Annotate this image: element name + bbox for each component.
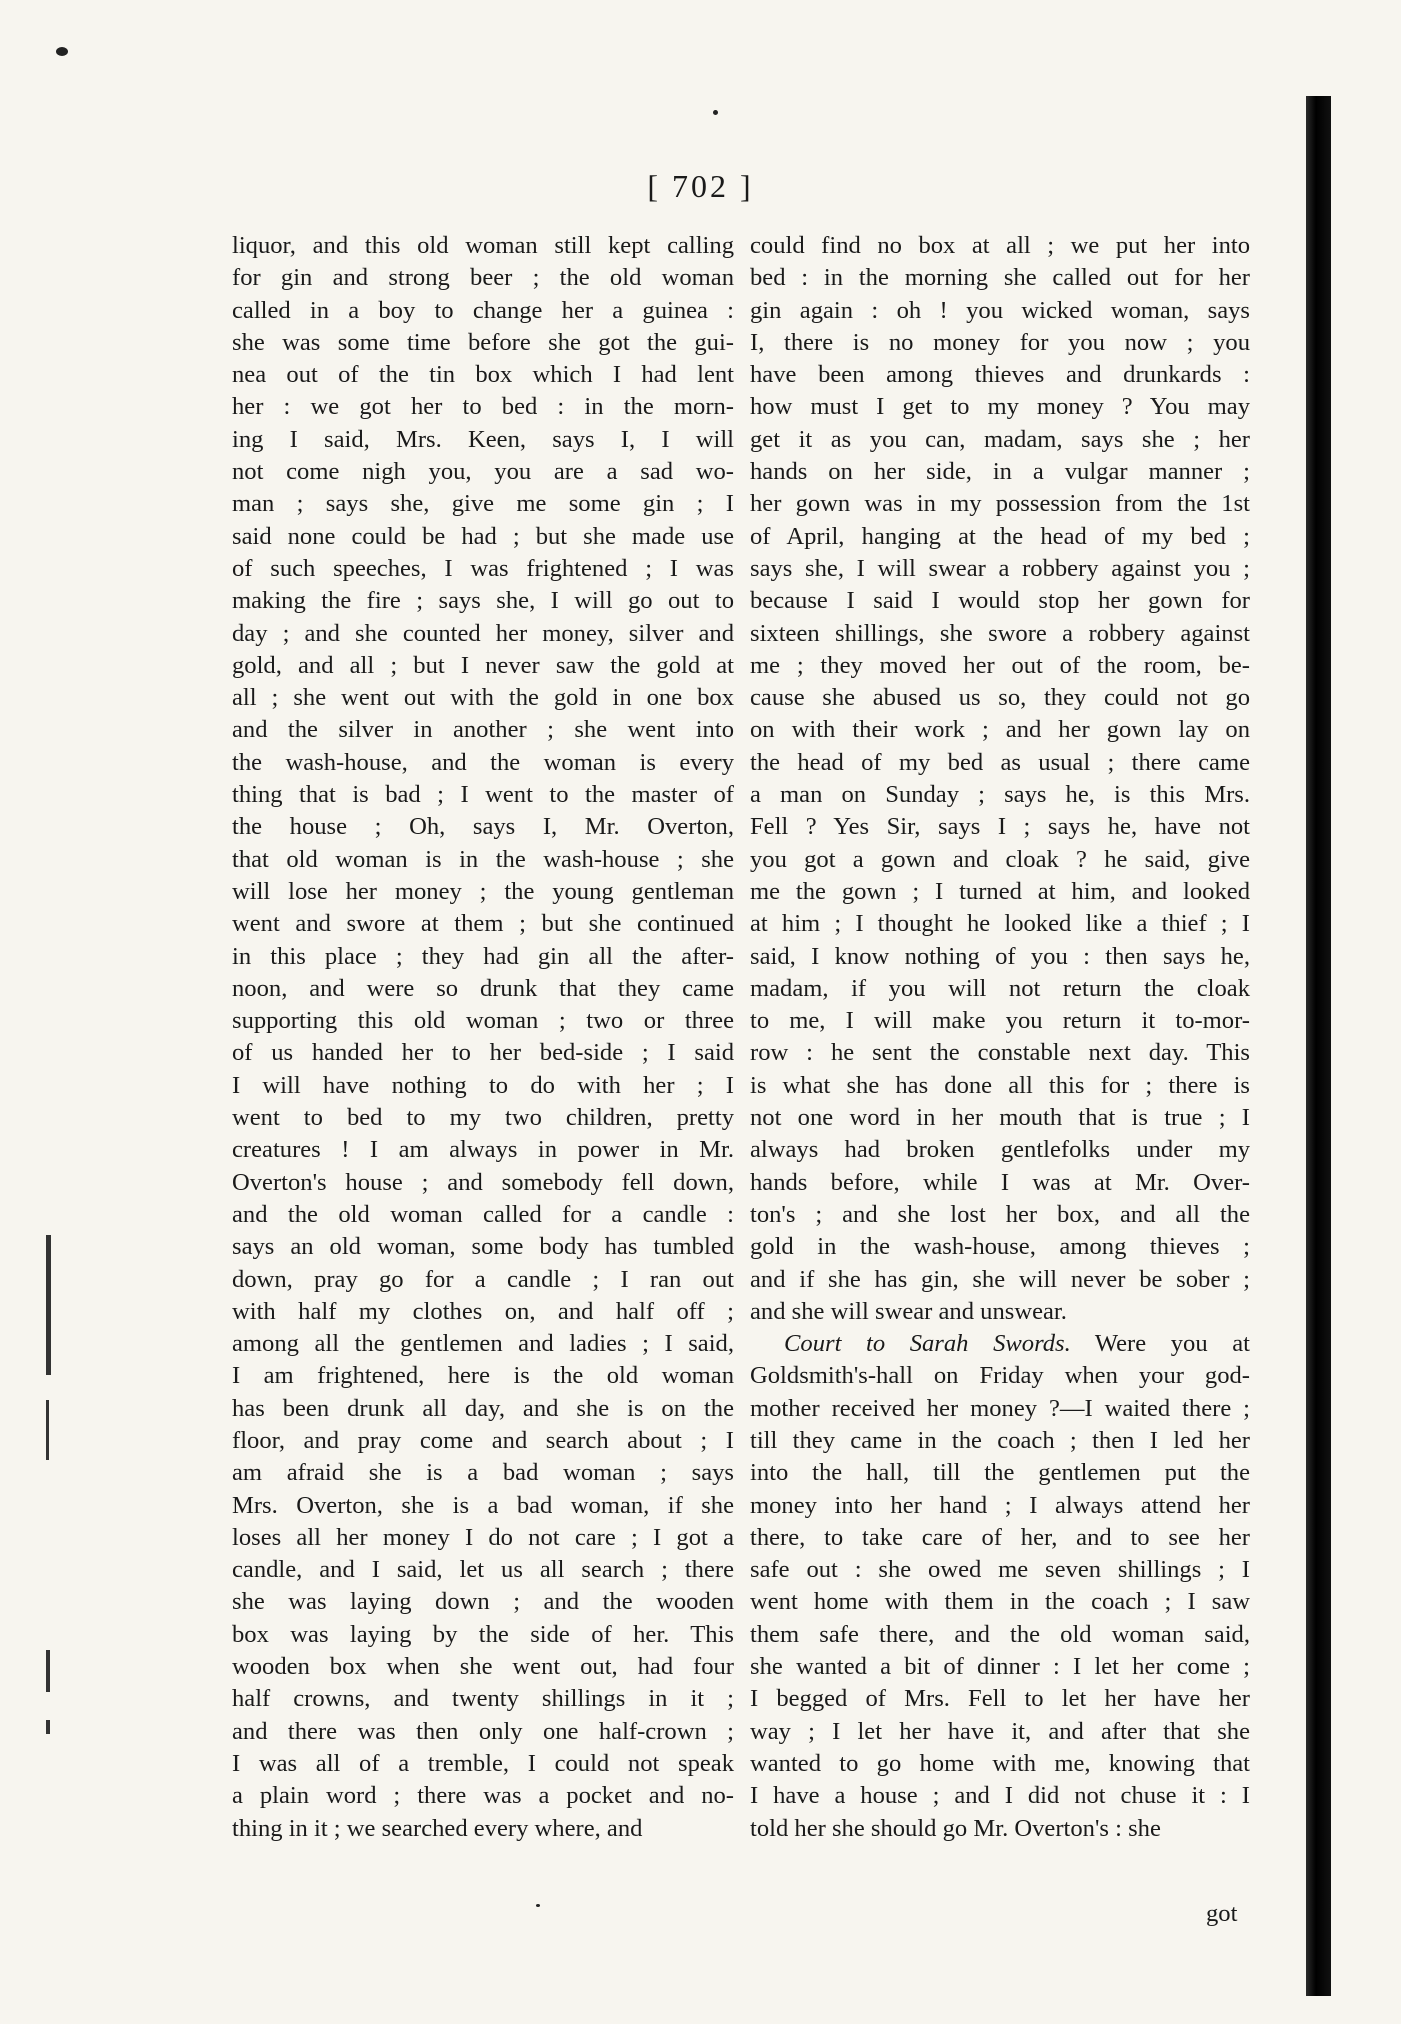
text-line: could find no box at all ; we put her into <box>750 232 1250 259</box>
text-line: noon, and were so drunk that they came <box>232 974 734 1002</box>
text-line: me the gown ; I turned at him, and looked <box>750 877 1250 905</box>
text-line: bed : in the morning she called out for her <box>750 264 1250 292</box>
text-line: among all the gentlemen and ladies ; I said, <box>232 1330 734 1358</box>
text-line: she wanted a bit of dinner : I let her come ; <box>750 1653 1250 1681</box>
text-line: nea out of the tin box which I had lent <box>232 361 734 389</box>
text-line: called in a boy to change her a guinea : <box>232 296 734 324</box>
gutter-mark <box>46 1235 51 1375</box>
text-line: she was some time before she got the gui- <box>232 328 734 356</box>
text-line: the house ; Oh, says I, Mr. Overton, <box>232 813 734 841</box>
page-binding-shadow <box>1306 96 1331 1996</box>
text-line: loses all her money I do not care ; I got a <box>232 1523 734 1551</box>
text-line: a man on Sunday ; says he, is this Mrs. <box>750 781 1250 809</box>
ink-speck <box>713 110 718 115</box>
text-line: is what she has done all this for ; there is <box>750 1071 1250 1099</box>
text-line: man ; says she, give me some gin ; I <box>232 490 734 518</box>
text-line: day ; and she counted her money, silver and <box>232 619 734 647</box>
text-line: thing that is bad ; I went to the master of <box>232 781 734 809</box>
text-line: thing in it ; we searched every where, and <box>232 1814 643 1842</box>
ink-speck <box>536 1904 540 1907</box>
text-line: says an old woman, some body has tumbled <box>232 1233 734 1261</box>
text-line: the wash-house, and the woman is every <box>232 748 734 776</box>
text-line: a plain word ; there was a pocket and no- <box>232 1782 734 1810</box>
text-line: creatures ! I am always in power in Mr. <box>232 1136 734 1164</box>
text-line: told her she should go Mr. Overton's : she <box>750 1814 1161 1842</box>
text-line: wooden box when she went out, had four <box>232 1653 734 1681</box>
text-line: me ; they moved her out of the room, be- <box>750 651 1250 679</box>
text-line: how must I get to my money ? You may <box>750 393 1250 421</box>
text-line: am afraid she is a bad woman ; says <box>232 1459 734 1487</box>
text-line: ing I said, Mrs. Keen, says I, I will <box>232 425 734 453</box>
text-line: liquor, and this old woman still kept calling <box>232 232 734 259</box>
text-line: candle, and I said, let us all search ; there <box>232 1556 734 1584</box>
text-line: hands before, while I was at Mr. Over- <box>750 1168 1250 1196</box>
text-line: her : we got her to bed : in the morn- <box>232 393 734 421</box>
text-line: supporting this old woman ; two or three <box>232 1007 734 1035</box>
text-line: madam, if you will not return the cloak <box>750 974 1250 1002</box>
text-line: them safe there, and the old woman said, <box>750 1620 1250 1648</box>
gutter-mark <box>46 1720 50 1734</box>
text-line: not one word in her mouth that is true ; I <box>750 1104 1250 1132</box>
text-line: mother received her money ?—I waited there ; <box>750 1394 1250 1422</box>
catchword: got <box>1206 1900 1238 1927</box>
page-number: [ 702 ] <box>647 168 754 204</box>
text-line: down, pray go for a candle ; I ran out <box>232 1265 734 1293</box>
text-line: box was laying by the side of her. This <box>232 1620 734 1648</box>
right-text-column <box>750 230 1250 1845</box>
text-line: into the hall, till the gentlemen put the <box>750 1459 1250 1487</box>
text-line: I, there is no money for you now ; you <box>750 328 1250 356</box>
text-line: went home with them in the coach ; I saw <box>750 1588 1250 1616</box>
text-line: Mrs. Overton, she is a bad woman, if she <box>232 1491 734 1519</box>
text-line: all ; she went out with the gold in one box <box>232 684 734 712</box>
text-line: not come nigh you, you are a sad wo- <box>232 458 734 486</box>
text-line: of such speeches, I was frightened ; I was <box>232 554 734 582</box>
text-line: money into her hand ; I always attend her <box>750 1491 1250 1519</box>
text-line: and she will swear and unswear. <box>750 1297 1067 1325</box>
text-line: and the silver in another ; she went into <box>232 716 734 744</box>
text-line: hands on her side, in a vulgar manner ; <box>750 458 1250 486</box>
text-line: gold, and all ; but I never saw the gold at <box>232 651 734 679</box>
text-line: floor, and pray come and search about ; I <box>232 1426 734 1454</box>
text-line: and there was then only one half-crown ; <box>232 1717 734 1745</box>
text-line: Goldsmith's-hall on Friday when your god- <box>750 1362 1250 1390</box>
gutter-mark <box>46 1400 49 1460</box>
text-line: you got a gown and cloak ? he said, give <box>750 845 1250 873</box>
text-line: there, to take care of her, and to see her <box>750 1523 1250 1551</box>
text-line: I am frightened, here is the old woman <box>232 1362 734 1390</box>
text-line: making the fire ; says she, I will go out to <box>232 587 734 615</box>
text-line: she was laying down ; and the wooden <box>232 1588 734 1616</box>
text-line: wanted to go home with me, knowing that <box>750 1749 1250 1777</box>
text-line: till they came in the coach ; then I led her <box>750 1426 1250 1454</box>
text-line: her gown was in my possession from the 1st <box>750 490 1250 518</box>
text-line: have been among thieves and drunkards : <box>750 361 1250 389</box>
text-line: for gin and strong beer ; the old woman <box>232 264 734 292</box>
text-line: Overton's house ; and somebody fell down, <box>232 1168 734 1196</box>
text-line: I was all of a tremble, I could not speak <box>232 1749 734 1777</box>
text-line: I have a house ; and I did not chuse it : I <box>750 1782 1250 1810</box>
text-line: that old woman is in the wash-house ; she <box>232 845 734 873</box>
left-text-column <box>232 230 734 1845</box>
text-line: with half my clothes on, and half off ; <box>232 1297 734 1325</box>
text-line: has been drunk all day, and she is on the <box>232 1394 734 1422</box>
text-line: half crowns, and twenty shillings in it ; <box>232 1685 734 1713</box>
text-line: at him ; I thought he looked like a thief ; I <box>750 910 1250 938</box>
text-line: because I said I would stop her gown for <box>750 587 1250 615</box>
text-line: of April, hanging at the head of my bed ; <box>750 522 1250 550</box>
text-line: of us handed her to her bed-side ; I said <box>232 1039 734 1067</box>
speaker-heading: Court to Sarah Swords. <box>784 1330 1071 1358</box>
text-line: said none could be had ; but she made use <box>232 522 734 550</box>
text-line: the head of my bed as usual ; there came <box>750 748 1250 776</box>
text-line: way ; I let her have it, and after that she <box>750 1717 1250 1745</box>
text-line: went to bed to my two children, pretty <box>232 1104 734 1132</box>
text-line: get it as you can, madam, says she ; her <box>750 425 1250 453</box>
text-line: will lose her money ; the young gentleman <box>232 877 734 905</box>
text-line: on with their work ; and her gown lay on <box>750 716 1250 744</box>
text-line: and if she has gin, she will never be sober ; <box>750 1265 1250 1293</box>
text-line: cause she abused us so, they could not go <box>750 684 1250 712</box>
text-line: always had broken gentlefolks under my <box>750 1136 1250 1164</box>
text-line: I will have nothing to do with her ; I <box>232 1071 734 1099</box>
text-line: to me, I will make you return it to-mor- <box>750 1007 1250 1035</box>
text-line: safe out : she owed me seven shillings ; I <box>750 1556 1250 1584</box>
text-line: gold in the wash-house, among thieves ; <box>750 1233 1250 1261</box>
text-line: gin again : oh ! you wicked woman, says <box>750 296 1250 324</box>
text-line: Fell ? Yes Sir, says I ; says he, have not <box>750 813 1250 841</box>
ink-speck <box>56 47 68 56</box>
text-line: said, I know nothing of you : then says he, <box>750 942 1250 970</box>
text-line: in this place ; they had gin all the after- <box>232 942 734 970</box>
text-line: I begged of Mrs. Fell to let her have her <box>750 1685 1250 1713</box>
text-line: went and swore at them ; but she continued <box>232 910 734 938</box>
text-line: Court to Sarah Swords. Were you at <box>784 1330 1250 1358</box>
text-line: says she, I will swear a robbery against you ; <box>750 554 1250 582</box>
text-line: row : he sent the constable next day. This <box>750 1039 1250 1067</box>
text-line: sixteen shillings, she swore a robbery against <box>750 619 1250 647</box>
text-line: and the old woman called for a candle : <box>232 1200 734 1228</box>
text-line: ton's ; and she lost her box, and all the <box>750 1200 1250 1228</box>
gutter-mark <box>46 1650 50 1692</box>
